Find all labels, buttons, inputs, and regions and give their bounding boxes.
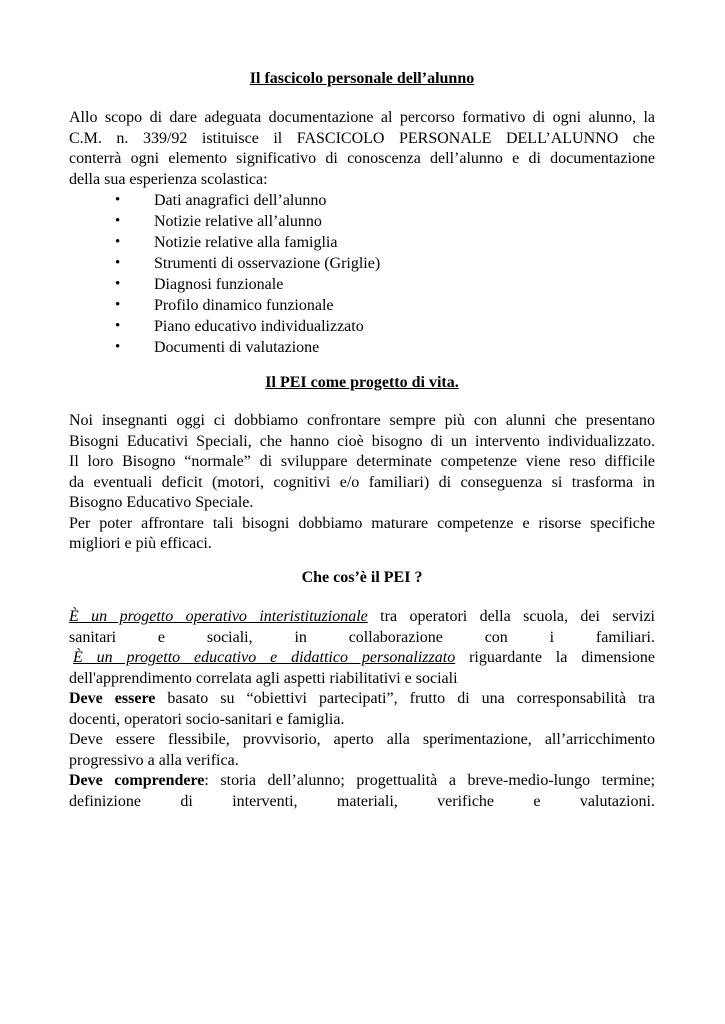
paragraph-line <box>69 607 655 628</box>
section-fascicolo-body <box>69 108 655 358</box>
bold-text: Deve comprendere <box>69 772 205 789</box>
list-item: • Notizie relative all’alunno <box>69 211 655 232</box>
list-item: • Profilo dinamico funzionale <box>69 295 655 316</box>
paragraph-line: Deve essere flessibile, provvisorio, aperto alla sperimentazione, all’arricchimento <box>69 731 655 748</box>
bullet-list <box>69 190 655 358</box>
paragraph-line: definizione di interventi, materiali, verifiche e valutazioni. <box>69 792 655 810</box>
paragraph-line <box>69 648 655 669</box>
paragraph-line: migliori e più efficaci. <box>69 535 212 552</box>
paragraph-line: della sua esperienza scolastica: <box>69 170 268 188</box>
paragraph-line: Bisogno Educativo Speciale. <box>69 494 254 511</box>
paragraph-line: dell'apprendimento correlata agli aspetti riabilitativi e sociali <box>69 669 458 687</box>
paragraph-line: Bisogni Educativi Speciali, che hanno cioè bisogno di un intervento individualizzato. <box>69 432 655 450</box>
list-item: • Documenti di valutazione <box>69 337 655 358</box>
section-title: Il PEI come progetto di vita. <box>265 374 459 391</box>
paragraph-text: : storia dell’alunno; progettualità a breve-medio-lungo termine; <box>204 772 656 789</box>
section-che-cose-pei <box>69 568 655 589</box>
section-fascicolo <box>69 69 655 90</box>
list-item: • Notizie relative alla famiglia <box>69 232 655 253</box>
paragraph-line <box>69 771 655 792</box>
paragraph-text: tra operatori della scuola, dei servizi <box>367 608 655 625</box>
paragraph-line: docenti, operatori socio-sanitari e famiglia. <box>69 710 345 728</box>
section-pei-progetto-body <box>69 411 655 555</box>
paragraph-line: da eventuali deficit (motori, cognitivi e/o familiari) di conseguenza si trasforma in <box>69 473 655 491</box>
paragraph-line: Per poter affrontare tali bisogni dobbiamo maturare competenze e risorse specifiche <box>69 514 655 532</box>
section-che-cose-pei-body <box>69 607 655 812</box>
bold-text: Deve essere <box>69 690 156 707</box>
emphasis-text: È un progetto operativo interistituzionale <box>69 608 368 625</box>
section-title: Che cos’è il PEI ? <box>301 569 423 586</box>
paragraph-line <box>69 689 655 710</box>
emphasis-text: È un progetto educativo e didattico personalizzato <box>73 649 456 666</box>
paragraph-text: basato su “obiettivi partecipati”, frutto di una corresponsabilità tra <box>155 690 655 707</box>
list-item: • Diagnosi funzionale <box>69 274 655 295</box>
paragraph-line: progressivo a alla verifica. <box>69 751 239 769</box>
paragraph-line: Il loro Bisogno “normale” di sviluppare determinate competenze viene reso difficile <box>69 453 655 470</box>
section-title: Il fascicolo personale dell’alunno <box>249 70 475 87</box>
list-item: • Strumenti di osservazione (Griglie) <box>69 253 655 274</box>
section-pei-progetto <box>69 373 655 394</box>
list-item: • Piano educativo individualizzato <box>69 316 655 337</box>
paragraph-line: Allo scopo di dare adeguata documentazione al percorso formativo di ogni alunno, la <box>69 109 655 126</box>
list-item: • Dati anagrafici dell’alunno <box>69 190 655 211</box>
paragraph-line: conterrà ogni elemento significativo di conoscenza dell’alunno e di documentazione <box>69 150 655 167</box>
paragraph-line: Noi insegnanti oggi ci dobbiamo confrontare sempre più con alunni che presentano <box>69 412 655 429</box>
paragraph-line: sanitari e sociali, in collaborazione con i familiari. <box>69 628 655 646</box>
paragraph-text: riguardante la dimensione <box>455 649 656 666</box>
paragraph-line: C.M. n. 339/92 istituisce il FASCICOLO PERSONALE DELL’ALUNNO che <box>69 129 655 147</box>
